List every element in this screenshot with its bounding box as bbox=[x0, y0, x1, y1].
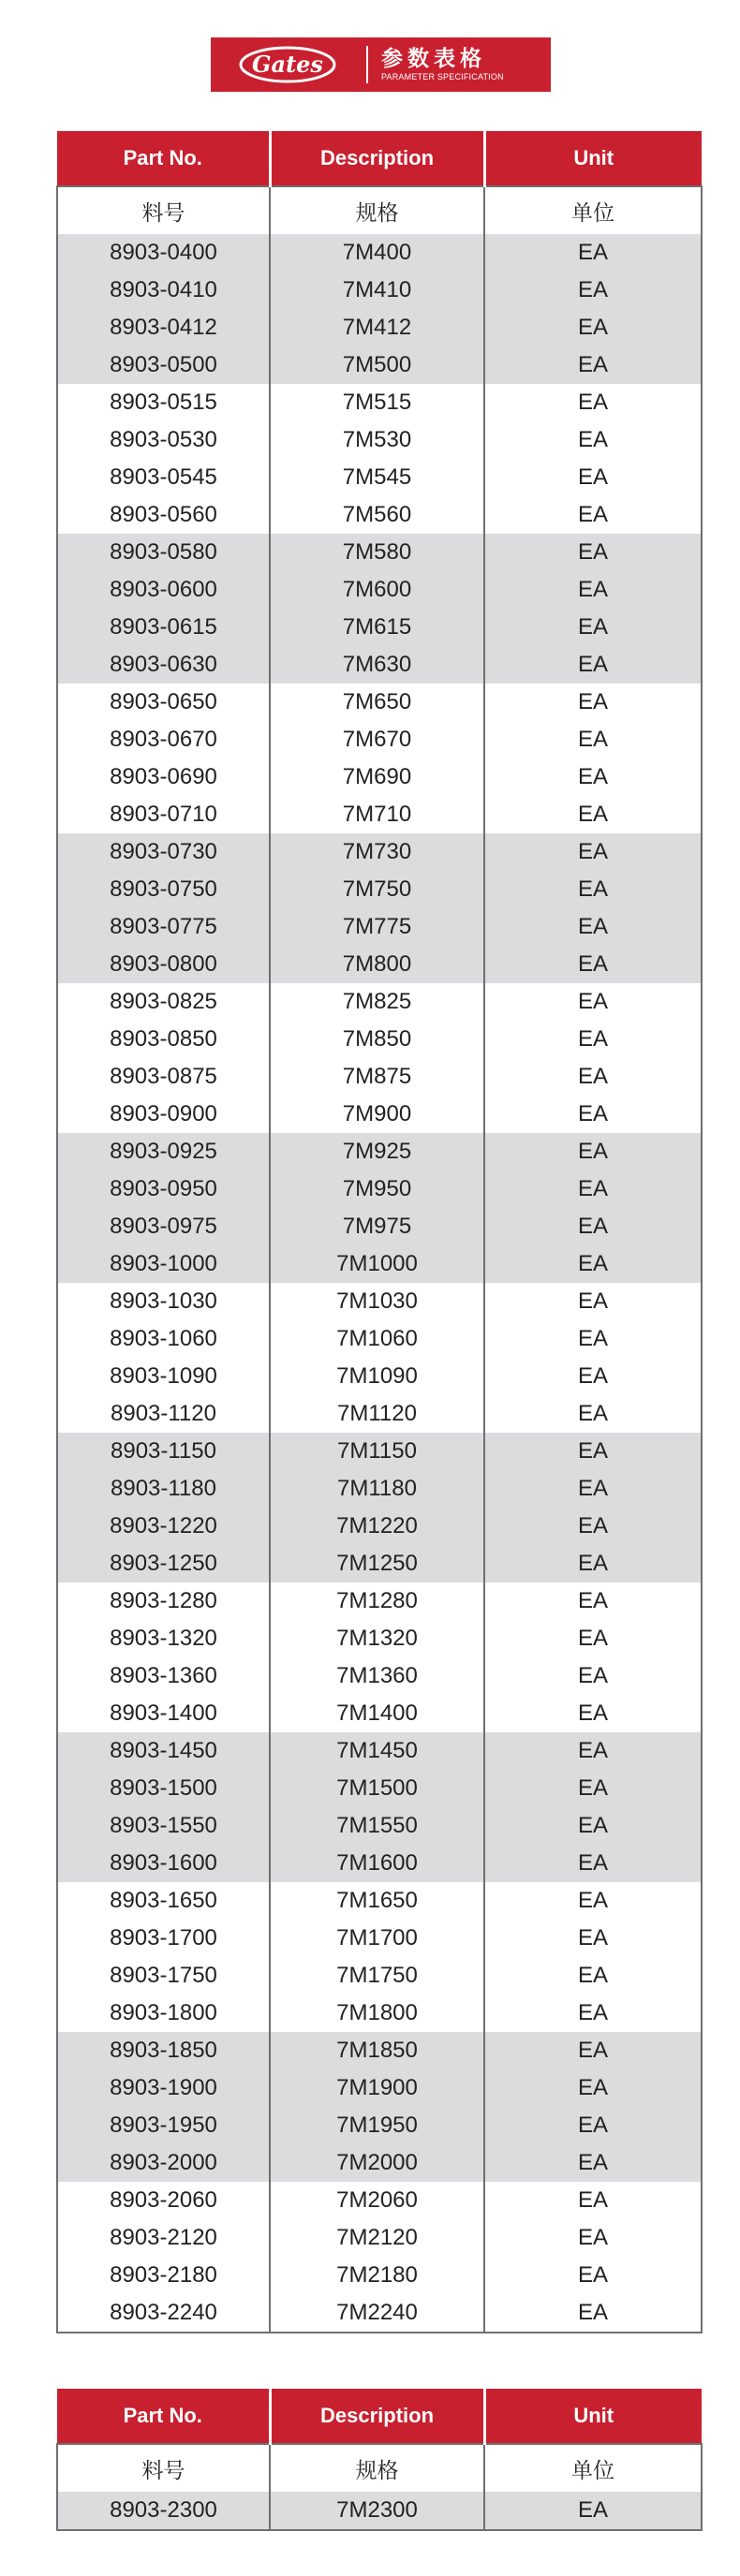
header-unit-cn: 单位 bbox=[484, 186, 702, 234]
unit-cell: EA bbox=[484, 234, 702, 272]
part-no-cell: 8903-2060 bbox=[57, 2182, 270, 2219]
part-no-cell: 8903-1320 bbox=[57, 1620, 270, 1657]
description-cell: 7M530 bbox=[270, 421, 484, 459]
part-no-cell: 8903-1280 bbox=[57, 1582, 270, 1620]
unit-cell: EA bbox=[484, 1320, 702, 1358]
header-description-cn: 规格 bbox=[270, 2444, 484, 2492]
header-row-cn bbox=[57, 2444, 702, 2492]
header-description-cn: 规格 bbox=[270, 186, 484, 234]
part-no-cell: 8903-0500 bbox=[57, 346, 270, 384]
unit-cell: EA bbox=[484, 2069, 702, 2107]
table-row bbox=[57, 721, 702, 758]
description-cell: 7M615 bbox=[270, 609, 484, 646]
unit-cell: EA bbox=[484, 1770, 702, 1807]
table-row bbox=[57, 609, 702, 646]
table-row bbox=[57, 2107, 702, 2144]
part-no-cell: 8903-0800 bbox=[57, 946, 270, 983]
part-no-cell: 8903-0690 bbox=[57, 758, 270, 796]
unit-cell: EA bbox=[484, 1133, 702, 1170]
description-cell: 7M1090 bbox=[270, 1358, 484, 1395]
description-cell: 7M690 bbox=[270, 758, 484, 796]
unit-cell: EA bbox=[484, 1657, 702, 1695]
header-part-no: Part No. bbox=[57, 2389, 270, 2444]
part-no-cell: 8903-0545 bbox=[57, 459, 270, 496]
unit-cell: EA bbox=[484, 983, 702, 1021]
description-cell: 7M600 bbox=[270, 571, 484, 609]
part-no-cell: 8903-0530 bbox=[57, 421, 270, 459]
description-cell: 7M1120 bbox=[270, 1395, 484, 1433]
unit-cell: EA bbox=[484, 571, 702, 609]
part-no-cell: 8903-0925 bbox=[57, 1133, 270, 1170]
unit-cell: EA bbox=[484, 1358, 702, 1395]
part-no-cell: 8903-1750 bbox=[57, 1957, 270, 1995]
description-cell: 7M1750 bbox=[270, 1957, 484, 1995]
description-cell: 7M730 bbox=[270, 833, 484, 871]
part-no-cell: 8903-1060 bbox=[57, 1320, 270, 1358]
unit-cell: EA bbox=[484, 684, 702, 721]
table-row bbox=[57, 2182, 702, 2219]
part-no-cell: 8903-2240 bbox=[57, 2294, 270, 2333]
unit-cell: EA bbox=[484, 1957, 702, 1995]
unit-cell: EA bbox=[484, 1021, 702, 1058]
table-row bbox=[57, 2219, 702, 2257]
gates-logo bbox=[211, 37, 364, 92]
table-row bbox=[57, 1283, 702, 1320]
part-no-cell: 8903-0900 bbox=[57, 1096, 270, 1133]
part-no-cell: 8903-1700 bbox=[57, 1920, 270, 1957]
header-row bbox=[57, 131, 702, 186]
description-cell: 7M500 bbox=[270, 346, 484, 384]
description-cell: 7M950 bbox=[270, 1170, 484, 1208]
table-row bbox=[57, 1770, 702, 1807]
part-no-cell: 8903-0580 bbox=[57, 534, 270, 571]
part-no-cell: 8903-1360 bbox=[57, 1657, 270, 1695]
table-row bbox=[57, 571, 702, 609]
table-row bbox=[57, 1133, 702, 1170]
description-cell: 7M1450 bbox=[270, 1732, 484, 1770]
description-cell: 7M2000 bbox=[270, 2144, 484, 2182]
table-row bbox=[57, 2257, 702, 2294]
table-row bbox=[57, 272, 702, 309]
description-cell: 7M710 bbox=[270, 796, 484, 833]
unit-cell: EA bbox=[484, 1545, 702, 1582]
table-row bbox=[57, 1545, 702, 1582]
table-row bbox=[57, 1732, 702, 1770]
part-no-cell: 8903-0710 bbox=[57, 796, 270, 833]
table-row bbox=[57, 459, 702, 496]
title-banner bbox=[211, 37, 551, 92]
table-row bbox=[57, 2144, 702, 2182]
unit-cell: EA bbox=[484, 1470, 702, 1508]
description-cell: 7M925 bbox=[270, 1133, 484, 1170]
part-no-cell: 8903-1650 bbox=[57, 1882, 270, 1920]
table-row bbox=[57, 1995, 702, 2032]
table-row bbox=[57, 908, 702, 946]
description-cell: 7M2240 bbox=[270, 2294, 484, 2333]
table-row bbox=[57, 346, 702, 384]
part-no-cell: 8903-0975 bbox=[57, 1208, 270, 1245]
description-cell: 7M1250 bbox=[270, 1545, 484, 1582]
part-no-cell: 8903-1120 bbox=[57, 1395, 270, 1433]
part-no-cell: 8903-0560 bbox=[57, 496, 270, 534]
description-cell: 7M1550 bbox=[270, 1807, 484, 1845]
table-row bbox=[57, 1695, 702, 1732]
description-cell: 7M1900 bbox=[270, 2069, 484, 2107]
part-no-cell: 8903-0670 bbox=[57, 721, 270, 758]
part-no-cell: 8903-0875 bbox=[57, 1058, 270, 1096]
part-no-cell: 8903-1850 bbox=[57, 2032, 270, 2069]
header-row-cn bbox=[57, 186, 702, 234]
banner-text bbox=[381, 47, 504, 82]
unit-cell: EA bbox=[484, 1695, 702, 1732]
part-no-cell: 8903-2120 bbox=[57, 2219, 270, 2257]
part-no-cell: 8903-0825 bbox=[57, 983, 270, 1021]
table-row bbox=[57, 1957, 702, 1995]
table-row bbox=[57, 1058, 702, 1096]
unit-cell: EA bbox=[484, 1620, 702, 1657]
table-row bbox=[57, 1208, 702, 1245]
spec-table-main bbox=[56, 131, 703, 2333]
header-part-no: Part No. bbox=[57, 131, 270, 186]
table-row bbox=[57, 234, 702, 272]
table-row bbox=[57, 684, 702, 721]
description-cell: 7M1650 bbox=[270, 1882, 484, 1920]
description-cell: 7M1950 bbox=[270, 2107, 484, 2144]
table-row bbox=[57, 309, 702, 346]
description-cell: 7M1700 bbox=[270, 1920, 484, 1957]
unit-cell: EA bbox=[484, 908, 702, 946]
unit-cell: EA bbox=[484, 1582, 702, 1620]
description-cell: 7M975 bbox=[270, 1208, 484, 1245]
part-no-cell: 8903-0750 bbox=[57, 871, 270, 908]
description-cell: 7M545 bbox=[270, 459, 484, 496]
unit-cell: EA bbox=[484, 1732, 702, 1770]
table-row bbox=[57, 983, 702, 1021]
description-cell: 7M900 bbox=[270, 1096, 484, 1133]
description-cell: 7M580 bbox=[270, 534, 484, 571]
part-no-cell: 8903-1000 bbox=[57, 1245, 270, 1283]
unit-cell: EA bbox=[484, 646, 702, 684]
description-cell: 7M1800 bbox=[270, 1995, 484, 2032]
description-cell: 7M650 bbox=[270, 684, 484, 721]
description-cell: 7M1280 bbox=[270, 1582, 484, 1620]
table-row bbox=[57, 421, 702, 459]
unit-cell: EA bbox=[484, 2107, 702, 2144]
description-cell: 7M1400 bbox=[270, 1695, 484, 1732]
description-cell: 7M800 bbox=[270, 946, 484, 983]
table-row bbox=[57, 1170, 702, 1208]
spec-table-extra bbox=[56, 2389, 703, 2531]
header-part-no-cn: 料号 bbox=[57, 186, 270, 234]
part-no-cell: 8903-1800 bbox=[57, 1995, 270, 2032]
part-no-cell: 8903-1180 bbox=[57, 1470, 270, 1508]
part-no-cell: 8903-1150 bbox=[57, 1433, 270, 1470]
unit-cell: EA bbox=[484, 534, 702, 571]
unit-cell: EA bbox=[484, 1995, 702, 2032]
description-cell: 7M1600 bbox=[270, 1845, 484, 1882]
part-no-cell: 8903-0600 bbox=[57, 571, 270, 609]
unit-cell: EA bbox=[484, 1882, 702, 1920]
unit-cell: EA bbox=[484, 1845, 702, 1882]
unit-cell: EA bbox=[484, 346, 702, 384]
part-no-cell: 8903-1220 bbox=[57, 1508, 270, 1545]
part-no-cell: 8903-0630 bbox=[57, 646, 270, 684]
description-cell: 7M1320 bbox=[270, 1620, 484, 1657]
unit-cell: EA bbox=[484, 1433, 702, 1470]
description-cell: 7M1180 bbox=[270, 1470, 484, 1508]
part-no-cell: 8903-1030 bbox=[57, 1283, 270, 1320]
gates-logo-icon bbox=[236, 44, 339, 85]
part-no-cell: 8903-1950 bbox=[57, 2107, 270, 2144]
table-row bbox=[57, 1245, 702, 1283]
description-cell: 7M2300 bbox=[270, 2492, 484, 2530]
table-row bbox=[57, 946, 702, 983]
part-no-cell: 8903-0412 bbox=[57, 309, 270, 346]
header-unit-cn: 单位 bbox=[484, 2444, 702, 2492]
table-row bbox=[57, 871, 702, 908]
table-row bbox=[57, 1433, 702, 1470]
table-row bbox=[57, 1021, 702, 1058]
description-cell: 7M825 bbox=[270, 983, 484, 1021]
part-no-cell: 8903-0850 bbox=[57, 1021, 270, 1058]
banner-subtitle: PARAMETER SPECIFICATION bbox=[381, 72, 504, 81]
table-row bbox=[57, 1620, 702, 1657]
unit-cell: EA bbox=[484, 309, 702, 346]
table-row bbox=[57, 2032, 702, 2069]
unit-cell: EA bbox=[484, 833, 702, 871]
header-description: Description bbox=[270, 2389, 484, 2444]
part-no-cell: 8903-0515 bbox=[57, 384, 270, 421]
logo-text: Gates bbox=[252, 51, 323, 78]
table-row bbox=[57, 833, 702, 871]
unit-cell: EA bbox=[484, 609, 702, 646]
table-row bbox=[57, 1807, 702, 1845]
description-cell: 7M775 bbox=[270, 908, 484, 946]
unit-cell: EA bbox=[484, 2294, 702, 2333]
description-cell: 7M1360 bbox=[270, 1657, 484, 1695]
unit-cell: EA bbox=[484, 421, 702, 459]
description-cell: 7M1030 bbox=[270, 1283, 484, 1320]
part-no-cell: 8903-1400 bbox=[57, 1695, 270, 1732]
unit-cell: EA bbox=[484, 2219, 702, 2257]
table-row bbox=[57, 646, 702, 684]
header-description: Description bbox=[270, 131, 484, 186]
table-row bbox=[57, 1395, 702, 1433]
unit-cell: EA bbox=[484, 384, 702, 421]
table-row bbox=[57, 496, 702, 534]
table-row bbox=[57, 758, 702, 796]
description-cell: 7M1000 bbox=[270, 1245, 484, 1283]
table-row bbox=[57, 2069, 702, 2107]
unit-cell: EA bbox=[484, 1170, 702, 1208]
part-no-cell: 8903-0950 bbox=[57, 1170, 270, 1208]
table-row bbox=[57, 1096, 702, 1133]
table-row bbox=[57, 534, 702, 571]
header-unit: Unit bbox=[484, 131, 702, 186]
table-row bbox=[57, 384, 702, 421]
part-no-cell: 8903-1500 bbox=[57, 1770, 270, 1807]
banner-divider bbox=[366, 46, 368, 83]
unit-cell: EA bbox=[484, 1807, 702, 1845]
unit-cell: EA bbox=[484, 1208, 702, 1245]
unit-cell: EA bbox=[484, 2032, 702, 2069]
unit-cell: EA bbox=[484, 459, 702, 496]
table-row bbox=[57, 2492, 702, 2530]
part-no-cell: 8903-0615 bbox=[57, 609, 270, 646]
description-cell: 7M400 bbox=[270, 234, 484, 272]
unit-cell: EA bbox=[484, 796, 702, 833]
unit-cell: EA bbox=[484, 946, 702, 983]
unit-cell: EA bbox=[484, 1245, 702, 1283]
banner-title: 参数表格 bbox=[381, 47, 486, 71]
part-no-cell: 8903-1550 bbox=[57, 1807, 270, 1845]
table-row bbox=[57, 1582, 702, 1620]
description-cell: 7M2060 bbox=[270, 2182, 484, 2219]
table-row bbox=[57, 1920, 702, 1957]
unit-cell: EA bbox=[484, 871, 702, 908]
part-no-cell: 8903-1900 bbox=[57, 2069, 270, 2107]
description-cell: 7M670 bbox=[270, 721, 484, 758]
table-row bbox=[57, 1358, 702, 1395]
unit-cell: EA bbox=[484, 2144, 702, 2182]
description-cell: 7M560 bbox=[270, 496, 484, 534]
table-row bbox=[57, 1657, 702, 1695]
description-cell: 7M1150 bbox=[270, 1433, 484, 1470]
table-row bbox=[57, 1508, 702, 1545]
unit-cell: EA bbox=[484, 1058, 702, 1096]
part-no-cell: 8903-2300 bbox=[57, 2492, 270, 2530]
part-no-cell: 8903-1250 bbox=[57, 1545, 270, 1582]
description-cell: 7M412 bbox=[270, 309, 484, 346]
header-part-no-cn: 料号 bbox=[57, 2444, 270, 2492]
unit-cell: EA bbox=[484, 2257, 702, 2294]
part-no-cell: 8903-0650 bbox=[57, 684, 270, 721]
table-row bbox=[57, 1882, 702, 1920]
table-row bbox=[57, 1320, 702, 1358]
description-cell: 7M1850 bbox=[270, 2032, 484, 2069]
part-no-cell: 8903-0730 bbox=[57, 833, 270, 871]
part-no-cell: 8903-1090 bbox=[57, 1358, 270, 1395]
table-row bbox=[57, 1470, 702, 1508]
part-no-cell: 8903-0775 bbox=[57, 908, 270, 946]
part-no-cell: 8903-0410 bbox=[57, 272, 270, 309]
description-cell: 7M410 bbox=[270, 272, 484, 309]
description-cell: 7M515 bbox=[270, 384, 484, 421]
description-cell: 7M1060 bbox=[270, 1320, 484, 1358]
unit-cell: EA bbox=[484, 2182, 702, 2219]
description-cell: 7M630 bbox=[270, 646, 484, 684]
description-cell: 7M850 bbox=[270, 1021, 484, 1058]
table-row bbox=[57, 1845, 702, 1882]
header-unit: Unit bbox=[484, 2389, 702, 2444]
table-row bbox=[57, 2294, 702, 2333]
description-cell: 7M1500 bbox=[270, 1770, 484, 1807]
table-row bbox=[57, 796, 702, 833]
description-cell: 7M1220 bbox=[270, 1508, 484, 1545]
part-no-cell: 8903-1450 bbox=[57, 1732, 270, 1770]
unit-cell: EA bbox=[484, 1508, 702, 1545]
description-cell: 7M750 bbox=[270, 871, 484, 908]
unit-cell: EA bbox=[484, 1096, 702, 1133]
part-no-cell: 8903-2180 bbox=[57, 2257, 270, 2294]
part-no-cell: 8903-2000 bbox=[57, 2144, 270, 2182]
header-row bbox=[57, 2389, 702, 2444]
part-no-cell: 8903-1600 bbox=[57, 1845, 270, 1882]
unit-cell: EA bbox=[484, 758, 702, 796]
unit-cell: EA bbox=[484, 272, 702, 309]
unit-cell: EA bbox=[484, 1283, 702, 1320]
unit-cell: EA bbox=[484, 721, 702, 758]
unit-cell: EA bbox=[484, 2492, 702, 2530]
description-cell: 7M2120 bbox=[270, 2219, 484, 2257]
unit-cell: EA bbox=[484, 1920, 702, 1957]
unit-cell: EA bbox=[484, 1395, 702, 1433]
description-cell: 7M2180 bbox=[270, 2257, 484, 2294]
unit-cell: EA bbox=[484, 496, 702, 534]
description-cell: 7M875 bbox=[270, 1058, 484, 1096]
part-no-cell: 8903-0400 bbox=[57, 234, 270, 272]
